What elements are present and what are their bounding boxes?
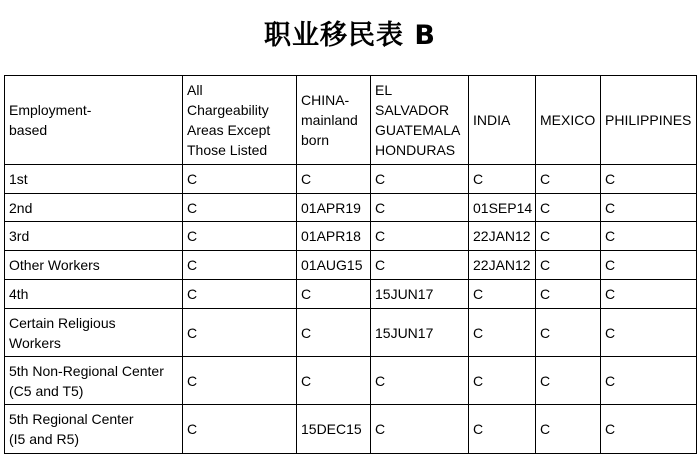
table-cell: C — [183, 194, 297, 222]
column-header-label: INDIA — [473, 112, 511, 128]
row-label — [5, 222, 183, 251]
page-title: 职业移民表 B — [264, 20, 436, 51]
row-label — [5, 165, 183, 194]
table-cell: 01APR18 — [297, 222, 371, 251]
table-cell: C — [469, 309, 536, 357]
table-row — [5, 165, 697, 194]
table-cell: C — [536, 309, 601, 357]
table-cell: C — [601, 165, 697, 194]
column-header-label: PHILIPPINES — [605, 112, 692, 128]
table-cell: C — [183, 357, 297, 405]
table-cell: 22JAN12 — [469, 251, 536, 280]
table-cell: C — [469, 405, 536, 454]
table-cell: C — [297, 357, 371, 405]
table-cell: C — [536, 194, 601, 222]
table-row — [5, 222, 697, 251]
table-cell: C — [371, 405, 469, 454]
table-cell: C — [297, 309, 371, 357]
row-label-text: 5th Non-Regional Center (C5 and T5) — [9, 362, 164, 399]
row-label-text: 1st — [9, 171, 28, 187]
row-label-text: 2nd — [9, 199, 33, 216]
table-cell: C — [371, 357, 469, 405]
table-cell: C — [183, 222, 297, 251]
table-cell: C — [601, 194, 697, 222]
table-cell: C — [536, 280, 601, 309]
table-cell: 15JUN17 — [371, 280, 469, 309]
table-cell: C — [183, 280, 297, 309]
table-cell: C — [536, 222, 601, 251]
column-header-philippines — [601, 76, 697, 165]
row-label-text: 3rd — [9, 228, 30, 244]
table-cell: C — [601, 222, 697, 251]
column-header-label: Employment- based — [9, 102, 92, 138]
table-row — [5, 309, 697, 357]
table-cell: C — [371, 194, 469, 222]
table-header-row — [5, 76, 697, 165]
table-row — [5, 194, 697, 222]
column-header-label: All Chargeability Areas Except Those Listed — [187, 82, 271, 158]
table-row — [5, 357, 697, 405]
table-cell: C — [297, 280, 371, 309]
column-header-all-chargeability — [183, 76, 297, 165]
table-cell: C — [536, 405, 601, 454]
column-header-label: EL SALVADOR GUATEMALA HONDURAS — [375, 82, 461, 158]
table-row — [5, 280, 697, 309]
table-cell: C — [371, 222, 469, 251]
row-label-text: 4th — [9, 286, 29, 302]
table-cell: C — [183, 405, 297, 454]
table-cell: C — [371, 165, 469, 194]
table-cell: C — [469, 280, 536, 309]
column-header-india — [469, 76, 536, 165]
table-cell: 22JAN12 — [469, 222, 536, 251]
table-row — [5, 251, 697, 280]
table-cell: 01SEP14 — [469, 194, 536, 222]
table-cell: C — [183, 165, 297, 194]
table-cell: 01APR19 — [297, 194, 371, 222]
column-header-mexico — [536, 76, 601, 165]
column-header-employment-based — [5, 76, 183, 165]
row-label — [5, 251, 183, 280]
table-cell: C — [536, 357, 601, 405]
table-cell: C — [601, 280, 697, 309]
table-cell: C — [183, 309, 297, 357]
table-cell: C — [536, 165, 601, 194]
column-header-label: MEXICO — [540, 112, 596, 128]
column-header-china — [297, 76, 371, 165]
row-label — [5, 194, 183, 222]
table-row — [5, 405, 697, 454]
table-cell: C — [469, 165, 536, 194]
table-cell: C — [601, 357, 697, 405]
table-cell: C — [536, 251, 601, 280]
table-cell: C — [469, 357, 536, 405]
column-header-label: CHINA- mainland born — [301, 92, 358, 148]
table-cell: C — [371, 251, 469, 280]
row-label-text: Other Workers — [9, 257, 100, 273]
table-cell: 15JUN17 — [371, 309, 469, 357]
column-header-el-salvador-guatemala-honduras — [371, 76, 469, 165]
table-cell: 01AUG15 — [297, 251, 371, 280]
row-label-text: 5th Regional Center (I5 and R5) — [9, 411, 134, 447]
row-label — [5, 280, 183, 309]
row-label — [5, 357, 183, 405]
row-label — [5, 405, 183, 454]
table-cell: C — [183, 251, 297, 280]
table-cell: 15DEC15 — [297, 405, 371, 454]
row-label — [5, 309, 183, 357]
table-cell: C — [297, 165, 371, 194]
table-cell: C — [601, 251, 697, 280]
table-cell: C — [601, 405, 697, 454]
visa-bulletin-table — [4, 75, 697, 454]
row-label-text: Certain Religious Workers — [9, 314, 116, 351]
table-cell: C — [601, 309, 697, 357]
